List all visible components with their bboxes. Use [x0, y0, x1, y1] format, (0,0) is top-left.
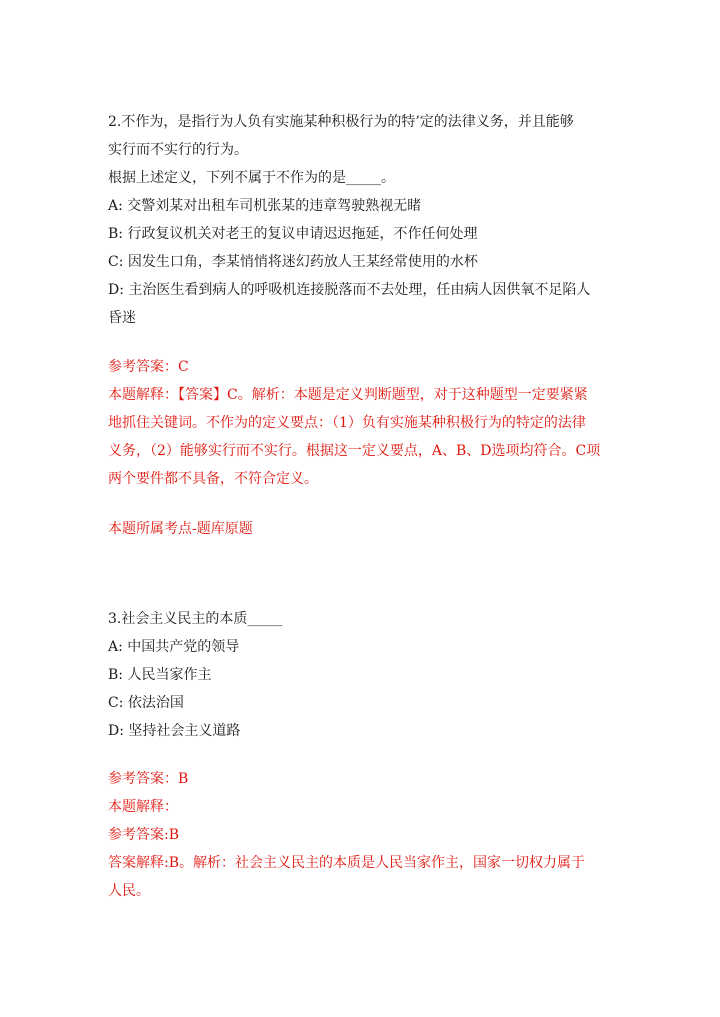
spacer: [108, 493, 608, 515]
q3-option-d: D: 坚持社会主义道路: [108, 723, 241, 739]
q3-explanation-label: 本题解释：: [108, 799, 178, 815]
q2-explanation-line1: 本题解释：【答案】C。解析：本题是定义判断题型，对于这种题型一定要紧紧: [108, 387, 588, 403]
q2-stem-line1: 2.不作为，是指行为人负有实施某种积极行为的特’定的法律义务，并且能够: [108, 114, 574, 130]
spacer: [108, 543, 608, 605]
q2-explanation-line3: 义务，（2）能够实行而不实行。根据这一定义要点，A、B、D选项均符合。C项: [108, 443, 601, 459]
q3-option-b: B: 人民当家作主: [108, 667, 212, 683]
q2-stem-line2: 实行而不实行的行为。: [108, 142, 248, 158]
q3-answer-repeat: 参考答案:B: [108, 827, 180, 843]
q2-answer: 参考答案：C: [108, 359, 189, 375]
q3-stem: 3.社会主义民主的本质_____: [108, 611, 283, 627]
q3-answer: 参考答案：B: [108, 771, 189, 787]
spacer: [108, 332, 608, 353]
q3-explanation-line2: 人民。: [108, 883, 150, 899]
q2-explanation-line4: 两个要件都不具备，不符合定义。: [108, 471, 318, 487]
spacer: [108, 745, 608, 765]
document-page: [108, 108, 608, 905]
q2-option-d-line2: 昏迷: [108, 310, 136, 326]
q2-explanation-line2: 地抓住关键词。不作为的定义要点：（1）负有实施某种积极行为的特定的法律: [108, 415, 586, 431]
q2-option-d-line1: D: 主治医生看到病人的呼吸机连接脱落而不去处理，任由病人因供氧不足陷人: [108, 282, 591, 298]
q2-source-tag: 本题所属考点-题库原题: [108, 521, 253, 537]
q2-prompt: 根据上述定义，下列不属于不作为的是_____。: [108, 170, 395, 186]
q2-option-a: A: 交警刘某对出租车司机张某的违章驾驶熟视无睹: [108, 198, 422, 214]
q2-option-c: C: 因发生口角，李某悄悄将迷幻药放人王某经常使用的水杯: [108, 254, 478, 270]
q3-option-c: C: 依法治国: [108, 695, 184, 711]
q3-explanation-line1: 答案解释:B。解析：社会主义民主的本质是人民当家作主，国家一切权力属于: [108, 855, 586, 871]
q3-option-a: A: 中国共产党的领导: [108, 639, 240, 655]
q2-option-b: B: 行政复议机关对老王的复议申请迟迟拖延，不作任何处理: [108, 226, 478, 242]
